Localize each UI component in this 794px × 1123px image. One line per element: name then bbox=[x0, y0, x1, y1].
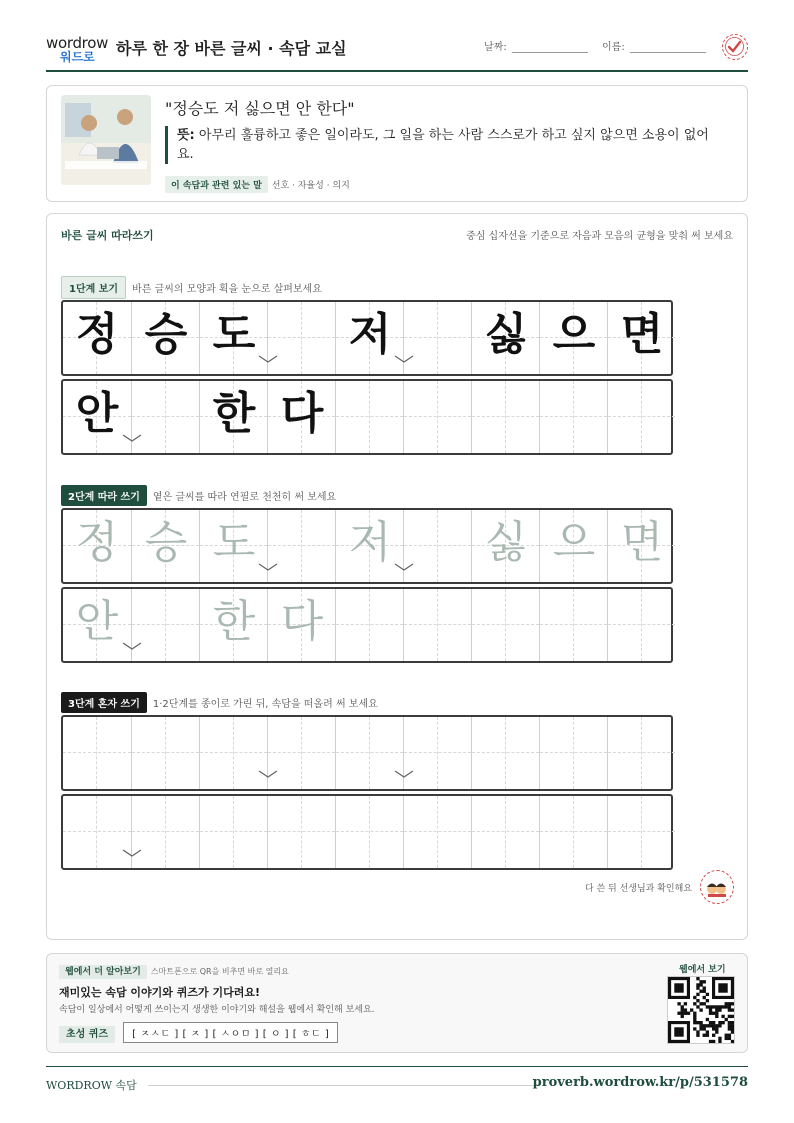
practice-glyph: 도 bbox=[212, 309, 256, 360]
practice-glyph: 면 bbox=[620, 517, 664, 568]
proverb-illustration bbox=[61, 95, 151, 185]
step3-header bbox=[61, 692, 378, 713]
practice-glyph: 저 bbox=[348, 517, 392, 568]
space-mark-icon bbox=[394, 769, 414, 779]
space-mark-icon bbox=[394, 562, 414, 572]
footer-url[interactable]: proverb.wordrow.kr/p/531578 bbox=[532, 1075, 748, 1090]
grid-cell bbox=[471, 302, 539, 374]
grid-cell[interactable] bbox=[403, 589, 471, 661]
grid-cell bbox=[403, 381, 471, 453]
grid-cell bbox=[607, 381, 675, 453]
practice-glyph: 싫 bbox=[484, 517, 528, 568]
grid-cell[interactable] bbox=[539, 589, 607, 661]
grid-cell[interactable] bbox=[403, 510, 471, 582]
grid-cell bbox=[335, 381, 403, 453]
grid-cell bbox=[131, 381, 199, 453]
step2-tag: 2단계 따라 쓰기 bbox=[61, 485, 147, 506]
related-words-text: 선호 · 자율성 · 의지 bbox=[271, 181, 350, 191]
practice-glyph: 다 bbox=[280, 596, 324, 647]
grid-cell[interactable] bbox=[539, 796, 607, 868]
name-field[interactable] bbox=[630, 52, 706, 53]
grid-cell[interactable] bbox=[471, 510, 539, 582]
step3-desc: 1·2단계를 종이로 가린 뒤, 속담을 떠올려 써 보세요 bbox=[152, 699, 378, 710]
proverb-meaning bbox=[165, 126, 725, 164]
practice-glyph: 안 bbox=[75, 388, 119, 439]
space-mark-icon bbox=[122, 641, 142, 651]
grid-cell[interactable] bbox=[403, 796, 471, 868]
grid-cell[interactable] bbox=[471, 796, 539, 868]
grid-cell[interactable] bbox=[131, 589, 199, 661]
wordrow-logo bbox=[46, 34, 108, 64]
grid-cell[interactable] bbox=[267, 589, 335, 661]
grid-cell[interactable] bbox=[335, 510, 403, 582]
grid-cell[interactable] bbox=[199, 717, 267, 789]
grid-cell[interactable] bbox=[471, 589, 539, 661]
page-footer bbox=[46, 1066, 748, 1092]
page-title: 하루 한 장 바른 글씨 · 속담 교실 bbox=[116, 39, 347, 58]
grid-cell bbox=[199, 302, 267, 374]
step3-tag: 3단계 혼자 쓰기 bbox=[61, 692, 147, 713]
grid-cell[interactable] bbox=[335, 796, 403, 868]
web-tag-desc: 스마트폰으로 QR을 비추면 바로 열리요 bbox=[150, 967, 289, 976]
space-mark-icon bbox=[122, 848, 142, 858]
date-label: 날짜: bbox=[484, 42, 507, 53]
grid-cell[interactable] bbox=[131, 796, 199, 868]
grid-cell[interactable] bbox=[267, 717, 335, 789]
practice-glyph: 안 bbox=[75, 596, 119, 647]
quiz-value: [ ㅈㅅㄷ ] [ ㅈ ] [ ㅅㅇㅁ ] [ ㅇ ] [ ㅎㄷ ] bbox=[123, 1022, 338, 1043]
grid-cell bbox=[63, 381, 131, 453]
grid-cell bbox=[403, 302, 471, 374]
practice-glyph: 면 bbox=[620, 309, 664, 360]
practice-glyph: 승 bbox=[144, 517, 188, 568]
grid-cell[interactable] bbox=[539, 717, 607, 789]
initial-quiz bbox=[59, 1022, 338, 1043]
practice-note: 중심 십자선을 기준으로 자음과 모음의 균형을 맞춰 써 보세요 bbox=[466, 231, 733, 242]
logo-subtext: 워드로 bbox=[60, 50, 95, 64]
footer-divider bbox=[148, 1085, 538, 1086]
quiz-label: 초성 퀴즈 bbox=[59, 1026, 115, 1043]
practice-glyph: 정 bbox=[75, 309, 119, 360]
web-header bbox=[59, 964, 289, 977]
grid-cell[interactable] bbox=[199, 510, 267, 582]
qr-label: 웹에서 보기 bbox=[679, 965, 726, 975]
web-tag: 웹에서 더 알아보기 bbox=[59, 965, 147, 979]
grid-cell bbox=[267, 381, 335, 453]
grid-cell[interactable] bbox=[607, 796, 675, 868]
grid-cell[interactable] bbox=[403, 717, 471, 789]
practice-glyph: 으 bbox=[552, 309, 596, 360]
practice-glyph: 으 bbox=[552, 517, 596, 568]
date-field[interactable] bbox=[512, 52, 588, 53]
name-label: 이름: bbox=[602, 42, 625, 53]
space-mark-icon bbox=[394, 354, 414, 364]
space-mark-icon bbox=[258, 769, 278, 779]
grid-cell bbox=[131, 302, 199, 374]
practice-glyph: 한 bbox=[212, 388, 256, 439]
practice-card bbox=[46, 213, 748, 940]
practice-glyph: 한 bbox=[212, 596, 256, 647]
qr-code-icon[interactable] bbox=[667, 976, 735, 1044]
space-mark-icon bbox=[258, 354, 278, 364]
practice-title: 바른 글씨 따라쓰기 bbox=[61, 229, 154, 242]
practice-glyph: 다 bbox=[280, 388, 324, 439]
web-promo-sub: 속담이 일상에서 어떻게 쓰이는지 생생한 이야기와 해설을 웹에서 확인해 보세요. bbox=[59, 1005, 375, 1015]
grid-cell[interactable] bbox=[63, 717, 131, 789]
related-words bbox=[165, 176, 350, 193]
grid-cell bbox=[199, 381, 267, 453]
practice-glyph: 도 bbox=[212, 517, 256, 568]
teacher-check-note: 다 쓴 뒤 선생님과 확인해요 bbox=[584, 884, 692, 894]
step1-row1 bbox=[61, 300, 673, 376]
web-promo-title: 재미있는 속담 이야기와 퀴즈가 기다려요! bbox=[59, 986, 260, 999]
step1-row2 bbox=[61, 379, 673, 455]
grid-cell[interactable] bbox=[335, 717, 403, 789]
practice-glyph: 싫 bbox=[484, 309, 528, 360]
step1-header bbox=[61, 276, 322, 299]
grid-cell[interactable] bbox=[199, 589, 267, 661]
step3-row1[interactable] bbox=[61, 715, 673, 791]
step3-row2[interactable] bbox=[61, 794, 673, 870]
practice-glyph: 저 bbox=[348, 309, 392, 360]
grid-cell[interactable] bbox=[539, 510, 607, 582]
grid-cell[interactable] bbox=[131, 510, 199, 582]
grid-cell[interactable] bbox=[131, 717, 199, 789]
grid-cell[interactable] bbox=[63, 510, 131, 582]
meaning-label: 뜻: bbox=[177, 128, 195, 143]
step1-tag: 1단계 보기 bbox=[61, 276, 126, 299]
web-card bbox=[46, 953, 748, 1053]
step2-row2[interactable] bbox=[61, 587, 673, 663]
grid-cell bbox=[63, 302, 131, 374]
grid-cell[interactable] bbox=[607, 510, 675, 582]
grid-cell[interactable] bbox=[471, 717, 539, 789]
teacher-stamp-icon bbox=[700, 870, 734, 904]
related-tag: 이 속담과 관련 있는 말 bbox=[165, 176, 268, 193]
meaning-text: 아무리 훌륭하고 좋은 일이라도, 그 일을 하는 사람 스스로가 하고 싶지 않으면 소용이 없어요. bbox=[177, 128, 709, 162]
step2-row1[interactable] bbox=[61, 508, 673, 584]
grid-cell[interactable] bbox=[267, 796, 335, 868]
grid-cell[interactable] bbox=[335, 589, 403, 661]
practice-glyph: 승 bbox=[144, 309, 188, 360]
space-mark-icon bbox=[122, 433, 142, 443]
page-header bbox=[46, 30, 748, 72]
grid-cell[interactable] bbox=[267, 510, 335, 582]
proverb-title: "정승도 저 싫으면 안 한다" bbox=[165, 99, 355, 118]
footer-brand: WORDROW 속담 bbox=[46, 1079, 137, 1092]
grid-cell bbox=[267, 302, 335, 374]
grid-cell bbox=[607, 302, 675, 374]
grid-cell[interactable] bbox=[199, 796, 267, 868]
grid-cell bbox=[471, 381, 539, 453]
grid-cell[interactable] bbox=[63, 589, 131, 661]
practice-glyph: 정 bbox=[75, 517, 119, 568]
step2-desc: 옅은 글씨를 따라 연필로 천천히 써 보세요 bbox=[152, 492, 337, 503]
grid-cell[interactable] bbox=[607, 589, 675, 661]
step1-desc: 바른 글씨의 모양과 획을 눈으로 살펴보세요 bbox=[132, 284, 322, 295]
grid-cell[interactable] bbox=[63, 796, 131, 868]
logo-text: wordrow bbox=[46, 34, 109, 52]
grid-cell bbox=[539, 381, 607, 453]
step2-header bbox=[61, 485, 336, 506]
grid-cell bbox=[335, 302, 403, 374]
check-stamp-icon bbox=[722, 34, 748, 60]
grid-cell[interactable] bbox=[607, 717, 675, 789]
space-mark-icon bbox=[258, 562, 278, 572]
grid-cell bbox=[539, 302, 607, 374]
proverb-card bbox=[46, 85, 748, 202]
